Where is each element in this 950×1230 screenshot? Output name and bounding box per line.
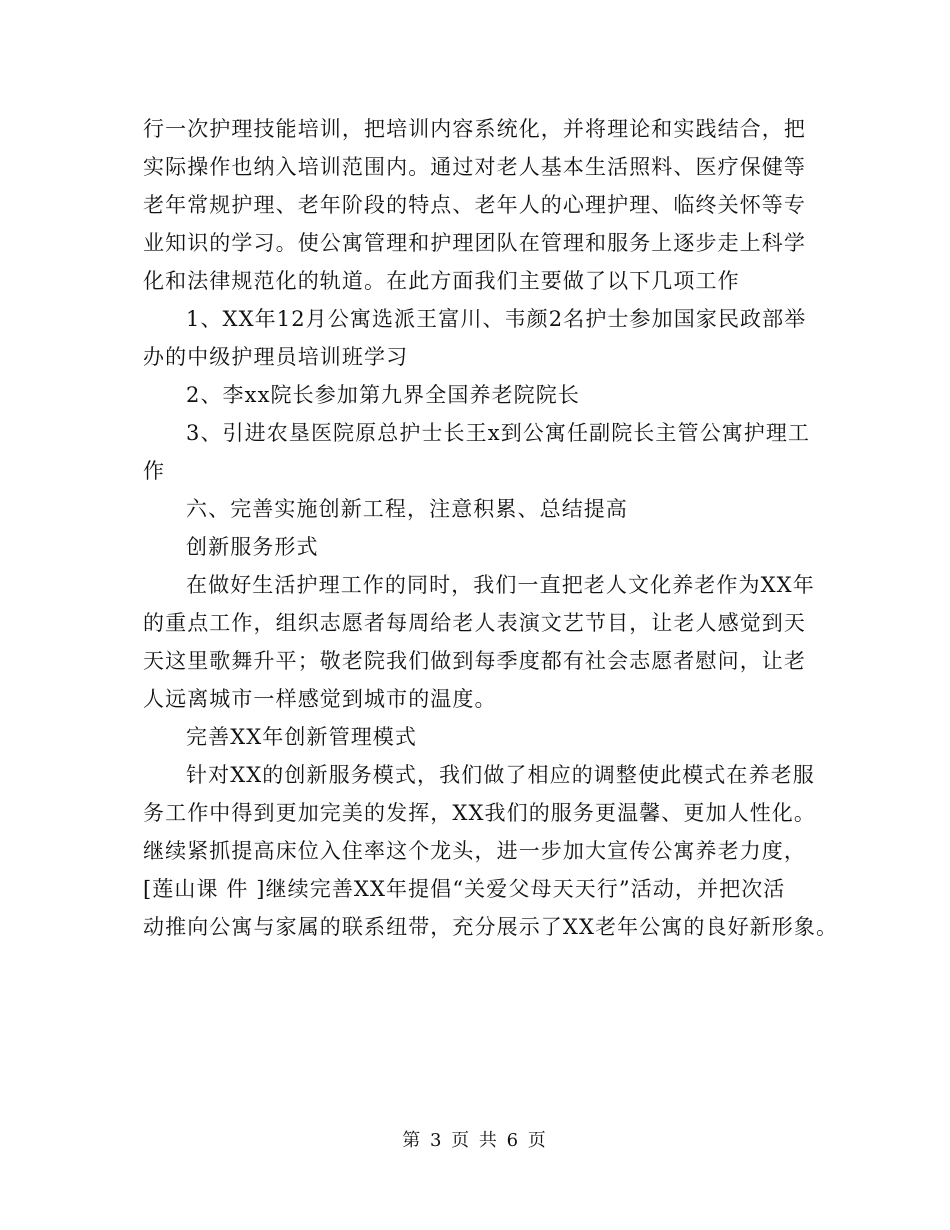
list-item: 1、XX年12月公寓选派王富川、韦颜2名护士参加国家民政部举 [186, 307, 807, 331]
paragraph-line: 人远离城市一样感觉到城市的温度。 [143, 687, 497, 711]
paragraph-line: 在做好生活护理工作的同时，我们一直把老人文化养老作为XX年 [186, 573, 815, 597]
paragraph-line: 实际操作也纳入培训范围内。通过对老人基本生活照料、医疗保健等 [143, 155, 806, 179]
paragraph-line: [莲山课 件 ]继续完善XX年提倡“关爱父母天天行”活动，并把次活 [143, 877, 786, 901]
paragraph-line: 继续紧抓提高床位入住率这个龙头，进一步加大宣传公寓养老力度， [143, 839, 806, 863]
paragraph-line: 作 [143, 459, 166, 483]
paragraph-line: 老年常规护理、老年阶段的特点、老年人的心理护理、临终关怀等专 [143, 193, 806, 217]
paragraph-line: 务工作中得到更加完美的发挥，XX我们的服务更温馨、更加人性化。 [143, 801, 816, 825]
subsection-heading: 完善XX年创新管理模式 [186, 725, 417, 749]
paragraph-line: 动推向公寓与家属的联系纽带，充分展示了XX老年公寓的良好新形象。 [143, 915, 839, 939]
paragraph-line: 针对XX的创新服务模式，我们做了相应的调整使此模式在养老服 [186, 763, 815, 787]
paragraph-line: 的重点工作，组织志愿者每周给老人表演文艺节目，让老人感觉到天 [143, 611, 806, 635]
paragraph-line: 化和法律规范化的轨道。在此方面我们主要做了以下几项工作 [143, 269, 740, 293]
paragraph-line: 天这里歌舞升平；敬老院我们做到每季度都有社会志愿者慰问，让老 [143, 649, 806, 673]
paragraph-line: 业知识的学习。使公寓管理和护理团队在管理和服务上逐步走上科学 [143, 231, 806, 255]
page-number-footer: 第 3 页 共 6 页 [402, 1130, 548, 1151]
body-text [143, 110, 839, 946]
section-heading: 六、完善实施创新工程，注意积累、总结提高 [186, 497, 628, 521]
list-item: 3、引进农垦医院原总护士长王x到公寓任副院长主管公寓护理工 [186, 421, 811, 445]
subsection-heading: 创新服务形式 [186, 535, 319, 559]
paragraph-line: 办的中级护理员培训班学习 [143, 345, 409, 369]
paragraph-line: 行一次护理技能培训，把培训内容系统化，并将理论和实践结合，把 [143, 117, 806, 141]
list-item: 2、李xx院长参加第九界全国养老院院长 [186, 383, 580, 407]
